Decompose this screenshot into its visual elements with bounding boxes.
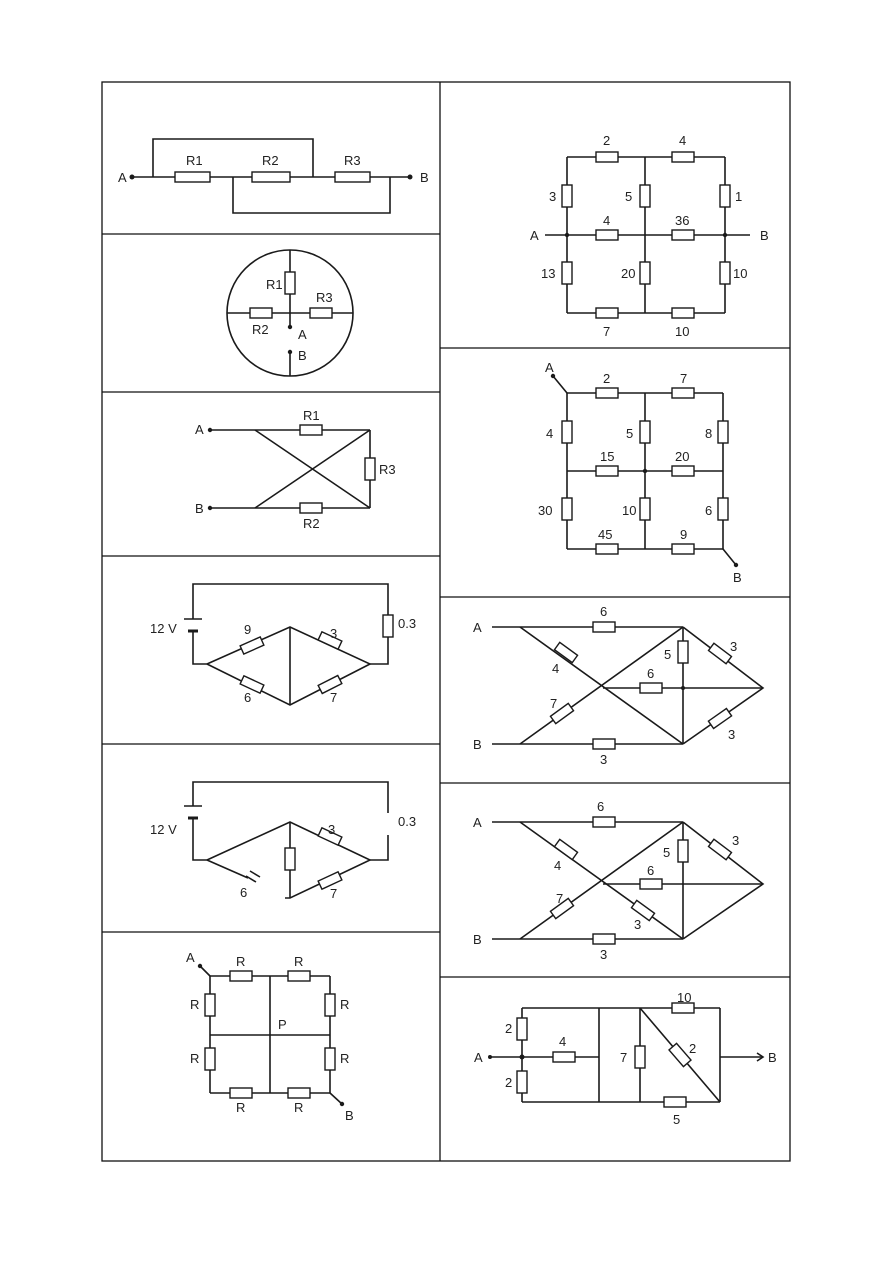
label-0-3: 0.3 <box>398 814 417 829</box>
circuit-panel-1 <box>118 139 429 213</box>
resistor-top-right <box>288 971 310 981</box>
resistor-5 <box>640 185 650 207</box>
resistor-r3 <box>310 308 332 318</box>
label-10: 10 <box>675 324 690 339</box>
label-4: 4 <box>603 213 611 228</box>
junction <box>643 469 647 473</box>
label-r3: R3 <box>316 290 333 305</box>
resistor-3-bottom <box>593 934 615 944</box>
terminal-a <box>488 1055 492 1059</box>
label-b: B <box>473 737 482 752</box>
label-6: 6 <box>240 885 248 900</box>
label-6: 6 <box>705 503 713 518</box>
resistor-6-top <box>593 817 615 827</box>
circuit-panel-q3 <box>473 604 763 767</box>
label-a: A <box>118 170 127 185</box>
resistor-mid-36 <box>672 230 694 240</box>
resistor-9 <box>240 637 264 654</box>
resistor-5 <box>678 641 688 663</box>
label-p: P <box>278 1017 287 1032</box>
resistor-3 <box>562 185 572 207</box>
label-r: R <box>294 954 304 969</box>
resistor-10 <box>720 262 730 284</box>
label-a: A <box>473 620 482 635</box>
resistor-r1 <box>285 272 295 294</box>
label-3: 3 <box>330 626 338 641</box>
resistor-2-upper <box>517 1018 527 1040</box>
resistor-45 <box>596 544 618 554</box>
label-4: 4 <box>679 133 687 148</box>
resistor-right-top <box>325 994 335 1016</box>
label-6: 6 <box>244 690 252 705</box>
label-5: 5 <box>663 845 671 860</box>
label-3: 3 <box>634 917 642 932</box>
label-r2: R2 <box>252 322 269 337</box>
label-b: B <box>768 1050 777 1065</box>
label-a: A <box>298 327 307 342</box>
label-9: 9 <box>680 527 688 542</box>
label-7: 7 <box>556 891 564 906</box>
label-a: A <box>474 1050 483 1065</box>
terminal-b <box>288 350 292 354</box>
label-2: 2 <box>603 133 611 148</box>
label-4: 4 <box>546 426 554 441</box>
label-4: 4 <box>559 1034 567 1049</box>
label-7: 7 <box>330 690 338 705</box>
circuit-panel-2 <box>227 250 353 376</box>
label-3: 3 <box>730 639 738 654</box>
label-6: 6 <box>647 863 655 878</box>
resistor-20 <box>640 262 650 284</box>
label-a: A <box>530 228 539 243</box>
label-r1: R1 <box>266 277 283 292</box>
label-2: 2 <box>505 1021 513 1036</box>
label-7: 7 <box>620 1050 628 1065</box>
label-a: A <box>186 950 195 965</box>
label-7: 7 <box>680 371 688 386</box>
resistor-bottom-7 <box>596 308 618 318</box>
resistor-3-upper-right <box>709 643 732 663</box>
resistor-4 <box>562 421 572 443</box>
label-r: R <box>236 954 246 969</box>
label-b: B <box>733 570 742 585</box>
label-r3: R3 <box>344 153 361 168</box>
resistor-r3 <box>365 458 375 480</box>
terminal-b <box>340 1102 344 1106</box>
label-r: R <box>294 1100 304 1115</box>
resistor-top-left <box>230 971 252 981</box>
resistor-6-mid <box>640 683 662 693</box>
label-3: 3 <box>328 822 336 837</box>
resistor-0-3 <box>383 615 393 637</box>
label-voltage: 12 V <box>150 621 177 636</box>
label-7: 7 <box>550 696 558 711</box>
label-3: 3 <box>600 752 608 767</box>
resistor-4 <box>554 839 577 859</box>
label-a: A <box>545 360 554 375</box>
label-5: 5 <box>626 426 634 441</box>
terminal-a <box>198 964 202 968</box>
label-2: 2 <box>505 1075 513 1090</box>
resistor-10 <box>640 498 650 520</box>
label-10: 10 <box>622 503 637 518</box>
label-a: A <box>473 815 482 830</box>
label-9: 9 <box>244 622 252 637</box>
label-5: 5 <box>625 189 633 204</box>
label-10: 10 <box>677 990 692 1005</box>
resistor-9 <box>672 544 694 554</box>
resistor-r2 <box>250 308 272 318</box>
resistor-5 <box>640 421 650 443</box>
resistor-30 <box>562 498 572 520</box>
label-8: 8 <box>705 426 713 441</box>
label-b: B <box>345 1108 354 1123</box>
resistor-top-4 <box>672 152 694 162</box>
label-20: 20 <box>621 266 636 281</box>
label-5: 5 <box>664 647 672 662</box>
resistor-15 <box>596 466 618 476</box>
label-3: 3 <box>732 833 740 848</box>
label-a: A <box>195 422 204 437</box>
label-6: 6 <box>647 666 655 681</box>
label-r1: R1 <box>303 408 320 423</box>
label-13: 13 <box>541 266 556 281</box>
resistor-r3 <box>335 172 370 182</box>
label-20: 20 <box>675 449 690 464</box>
label-4: 4 <box>554 858 562 873</box>
label-15: 15 <box>600 449 615 464</box>
resistor-2-diagonal <box>669 1043 691 1066</box>
label-r1: R1 <box>186 153 203 168</box>
label-2: 2 <box>689 1041 697 1056</box>
resistor-bottom-10 <box>672 308 694 318</box>
circuit-panel-4 <box>150 584 416 705</box>
label-1: 1 <box>735 189 743 204</box>
label-r3: R3 <box>379 462 396 477</box>
resistor-2 <box>596 388 618 398</box>
resistor-1 <box>720 185 730 207</box>
circuit-panel-3 <box>195 408 396 531</box>
resistor-r1 <box>300 425 322 435</box>
resistor-r2 <box>300 503 322 513</box>
junction <box>520 1055 525 1060</box>
resistor-r1 <box>175 172 210 182</box>
circuit-panel-q2 <box>538 360 742 585</box>
label-6: 6 <box>600 604 608 619</box>
label-b: B <box>298 348 307 363</box>
circuit-panel-6 <box>186 950 354 1123</box>
label-5: 5 <box>673 1112 681 1127</box>
resistor-6-mid <box>640 879 662 889</box>
terminal-a <box>130 175 135 180</box>
resistor-5 <box>664 1097 686 1107</box>
label-2: 2 <box>603 371 611 386</box>
resistor-r2 <box>252 172 290 182</box>
label-b: B <box>473 932 482 947</box>
resistor-7 <box>672 388 694 398</box>
label-3: 3 <box>549 189 557 204</box>
label-r: R <box>340 997 350 1012</box>
label-0-3: 0.3 <box>398 616 417 631</box>
resistor-3-bottom <box>593 739 615 749</box>
label-voltage: 12 V <box>150 822 177 837</box>
label-10: 10 <box>733 266 748 281</box>
label-r: R <box>190 997 200 1012</box>
resistor-2-lower <box>517 1071 527 1093</box>
terminal-b <box>734 563 738 567</box>
label-4: 4 <box>552 661 560 676</box>
label-r2: R2 <box>303 516 320 531</box>
resistor-5 <box>678 840 688 862</box>
label-b: B <box>195 501 204 516</box>
junction <box>681 686 685 690</box>
label-3: 3 <box>728 727 736 742</box>
terminal-a <box>208 428 212 432</box>
resistor-left-bottom <box>205 1048 215 1070</box>
resistor-8 <box>718 421 728 443</box>
label-3: 3 <box>600 947 608 962</box>
label-36: 36 <box>675 213 690 228</box>
terminal-a <box>288 325 292 329</box>
resistor-left-top <box>205 994 215 1016</box>
terminal-b <box>208 506 212 510</box>
broken-resistor-6 <box>246 871 260 882</box>
resistor-middle <box>285 848 295 870</box>
resistor-13 <box>562 262 572 284</box>
circuit-panel-q5 <box>474 990 777 1127</box>
resistor-6 <box>718 498 728 520</box>
resistor-3-upper-right <box>709 839 732 859</box>
resistor-mid-4 <box>596 230 618 240</box>
resistor-bottom-left <box>230 1088 252 1098</box>
terminal-b <box>408 175 413 180</box>
label-r: R <box>190 1051 200 1066</box>
resistor-6-top <box>593 622 615 632</box>
resistor-4 <box>553 1052 575 1062</box>
junction <box>565 233 569 237</box>
label-r: R <box>340 1051 350 1066</box>
circuit-panel-q1 <box>530 133 769 339</box>
label-6: 6 <box>597 799 605 814</box>
label-30: 30 <box>538 503 553 518</box>
junction <box>723 233 727 237</box>
resistor-20 <box>672 466 694 476</box>
resistor-7 <box>635 1046 645 1068</box>
label-7: 7 <box>330 886 338 901</box>
label-r2: R2 <box>262 153 279 168</box>
label-45: 45 <box>598 527 613 542</box>
resistor-bottom-right <box>288 1088 310 1098</box>
label-r: R <box>236 1100 246 1115</box>
circuit-panel-5 <box>150 782 416 901</box>
label-b: B <box>420 170 429 185</box>
resistor-3-lower-right <box>708 709 731 729</box>
label-b: B <box>760 228 769 243</box>
resistor-top-2 <box>596 152 618 162</box>
label-7: 7 <box>603 324 611 339</box>
circuit-panel-q4 <box>473 799 763 962</box>
resistor-right-bottom <box>325 1048 335 1070</box>
